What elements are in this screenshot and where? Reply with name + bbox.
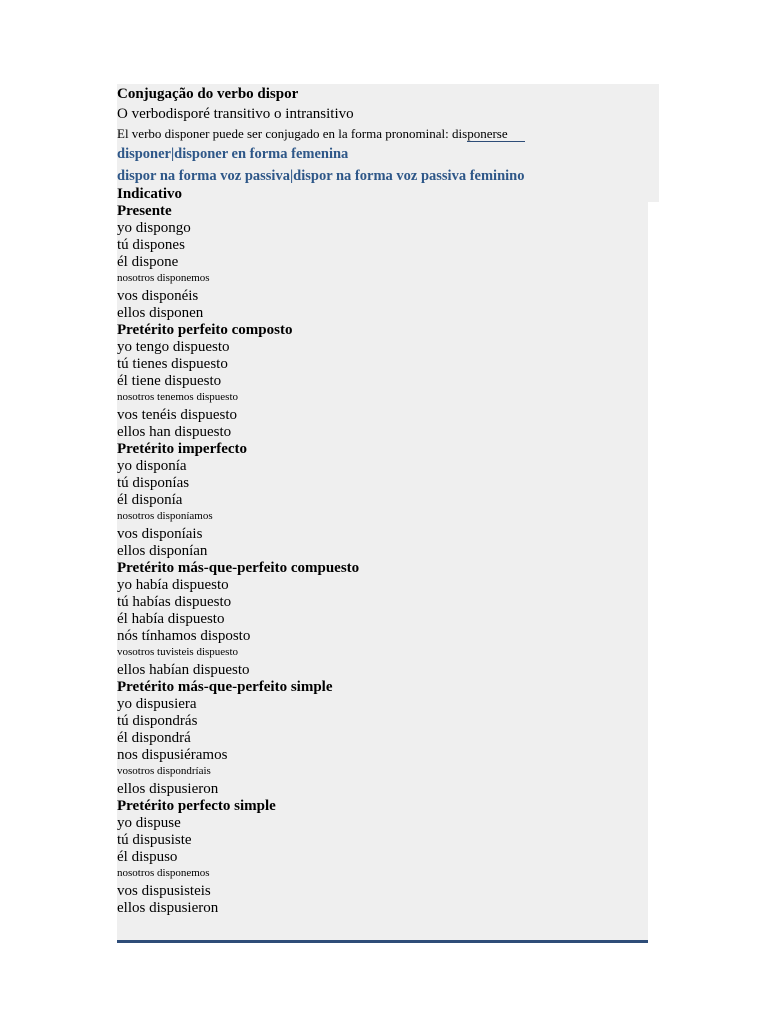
tense-heading: Presente — [117, 203, 172, 219]
pronominal-link[interactable]: ponerse — [467, 127, 525, 142]
conjugation-form: ellos han dispuesto — [117, 424, 232, 440]
feminine-form-link[interactable]: disponer|disponer en forma femenina — [117, 146, 349, 162]
page-title: Conjugação do verbo dispor — [117, 86, 299, 102]
conjugation-form: tú habías dispuesto — [117, 594, 232, 610]
conjugation-form: nosotros disponemos — [117, 272, 210, 284]
conjugation-form: él disponía — [117, 492, 183, 508]
conjugation-form: él dispondrá — [117, 730, 191, 746]
conjugation-form: ellos dispusieron — [117, 900, 219, 916]
tense-heading: Pretérito perfeito composto — [117, 322, 293, 338]
pronominal-text: El verbo disponer puede ser conjugado en la forma pronominal: dis — [117, 126, 468, 141]
conjugation-form: tú dispones — [117, 237, 185, 253]
passive-voice-link[interactable]: dispor na forma voz passiva|dispor na forma voz passiva feminino — [117, 168, 525, 184]
conjugation-form: vosotros tuvisteis dispuesto — [117, 646, 239, 658]
conjugation-form: nosotros disponíamos — [117, 510, 213, 522]
mood-heading: Indicativo — [117, 186, 183, 202]
tense-section — [117, 441, 657, 560]
tense-section — [117, 798, 657, 917]
conjugation-form: tú dispondrás — [117, 713, 198, 729]
tense-heading: Pretérito imperfecto — [117, 441, 248, 457]
conjugation-form: vos tenéis dispuesto — [117, 407, 237, 423]
conjugation-form: nosotros disponemos — [117, 867, 210, 879]
conjugation-form: tú tienes dispuesto — [117, 356, 228, 372]
tense-section — [117, 560, 657, 679]
conjugation-form: ellos disponen — [117, 305, 204, 321]
conjugation-form: ellos habían dispuesto — [117, 662, 250, 678]
tense-section — [117, 203, 657, 322]
conjugation-form: yo dispongo — [117, 220, 191, 236]
conjugation-form: vos dispusisteis — [117, 883, 211, 899]
conjugation-form: yo dispusiera — [117, 696, 197, 712]
conjugation-form: yo tengo dispuesto — [117, 339, 230, 355]
document-content — [117, 84, 657, 917]
tense-heading: Pretérito perfecto simple — [117, 798, 276, 814]
conjugation-form: vos disponíais — [117, 526, 203, 542]
tense-heading: Pretérito más-que-perfeito simple — [117, 679, 333, 695]
pronominal-note — [117, 124, 657, 144]
conjugation-form: él tiene dispuesto — [117, 373, 222, 389]
conjugation-form: él dispone — [117, 254, 179, 270]
conjugation-form: vos disponéis — [117, 288, 199, 304]
conjugation-form: yo había dispuesto — [117, 577, 229, 593]
conjugation-form: él había dispuesto — [117, 611, 225, 627]
conjugation-form: nós tínhamos disposto — [117, 628, 251, 644]
bottom-divider — [117, 940, 648, 943]
conjugation-form: él dispuso — [117, 849, 178, 865]
conjugation-form: nosotros tenemos dispuesto — [117, 391, 238, 403]
conjugation-form: tú disponías — [117, 475, 190, 491]
tense-section — [117, 322, 657, 441]
conjugation-form: yo disponía — [117, 458, 187, 474]
conjugation-form: ellos dispusieron — [117, 781, 219, 797]
conjugation-form: nos dispusiéramos — [117, 747, 228, 763]
verb-type-text: O verbodisporé transitivo o intransitivo — [117, 106, 354, 122]
conjugation-form: vosotros dispondríais — [117, 765, 211, 777]
conjugation-form: ellos disponían — [117, 543, 208, 559]
tense-heading: Pretérito más-que-perfeito compuesto — [117, 560, 360, 576]
conjugation-form: yo dispuse — [117, 815, 181, 831]
conjugation-form: tú dispusiste — [117, 832, 192, 848]
tense-section — [117, 679, 657, 798]
